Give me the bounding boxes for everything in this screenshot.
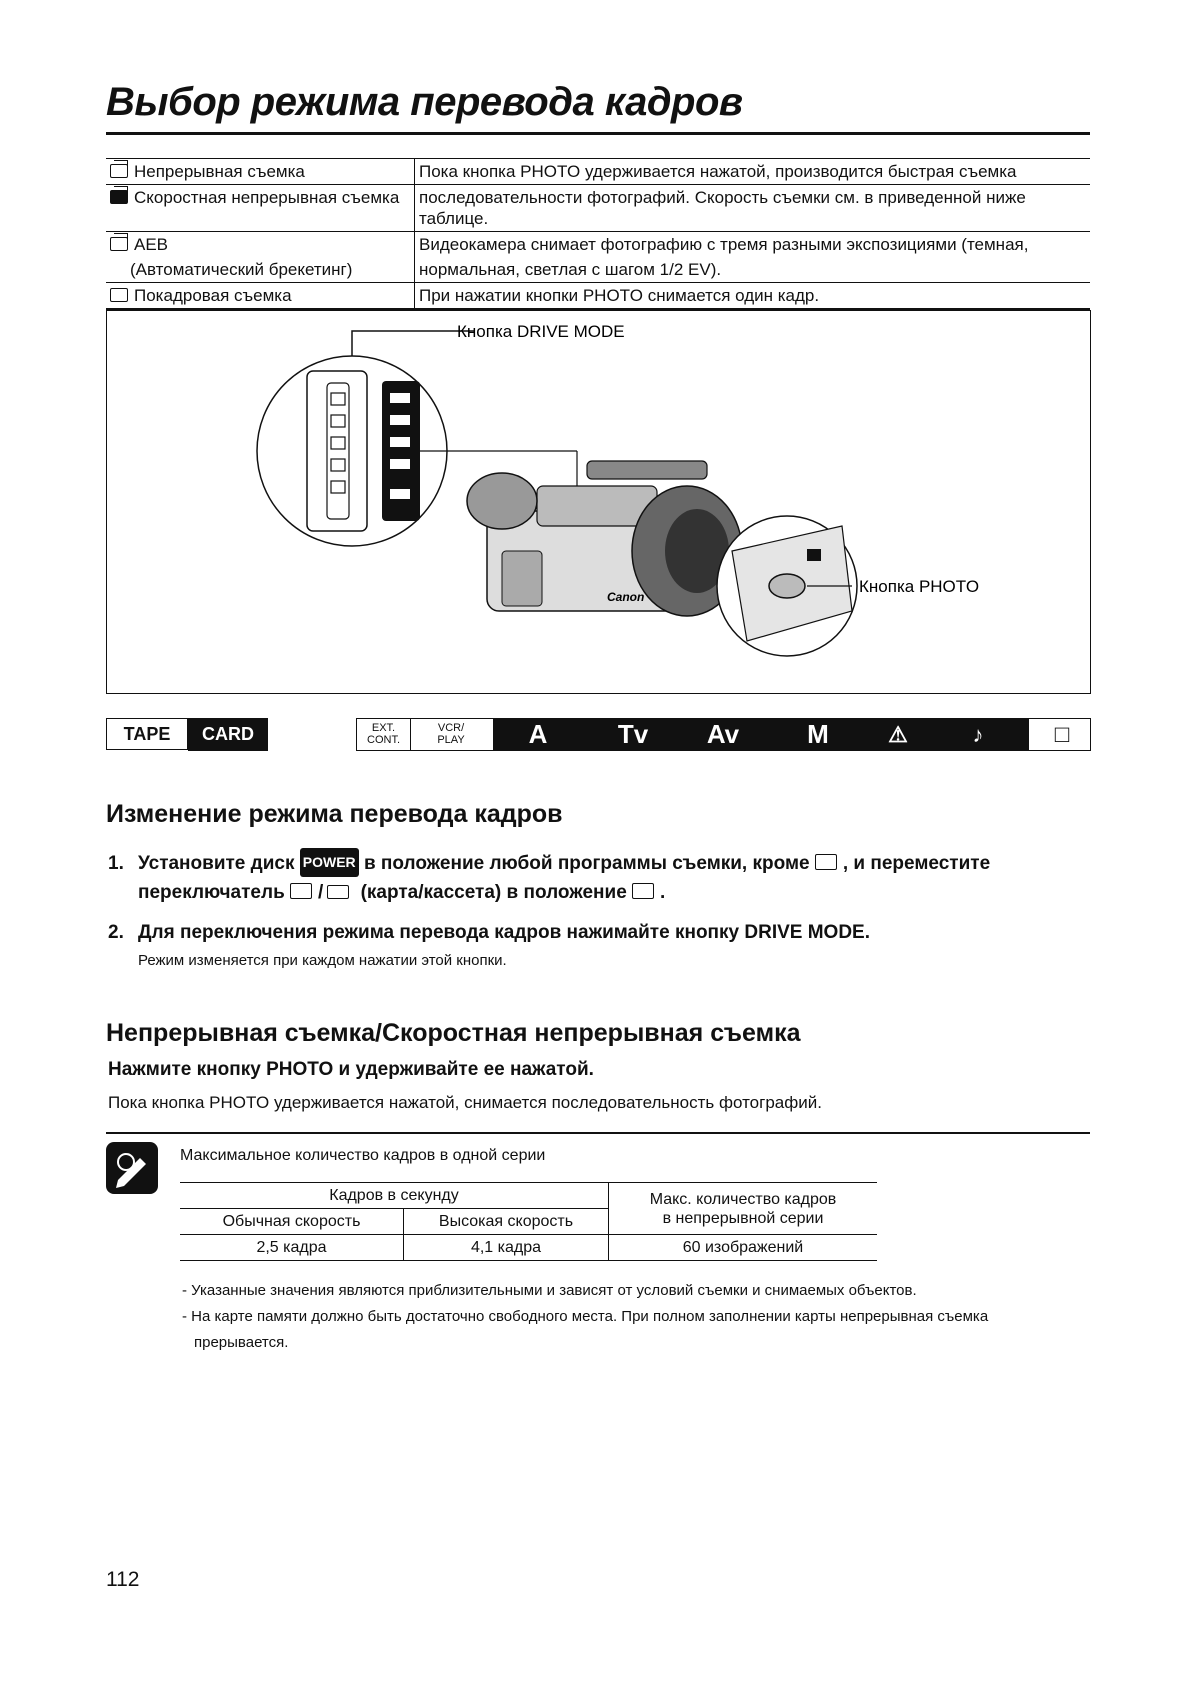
custom-mode-icon: □ (1054, 721, 1070, 748)
tv-mode-icon: Tv (617, 719, 649, 749)
max-frames-value: 60 изображений (609, 1235, 878, 1261)
mode-switch-bar (356, 718, 1091, 751)
mode-desc: Видеокамера снимает фотографию с тремя разными экспозициями (темная, (419, 235, 1029, 254)
burst-stats-table (180, 1182, 877, 1261)
table-row (106, 185, 1090, 232)
note-bullet-1: - Указанные значения являются приблизительными и зависят от условий съемки и снимаемых объектов. (182, 1282, 917, 1299)
section-heading-change-mode: Изменение режима перевода кадров (106, 800, 563, 828)
card-icon (290, 883, 312, 899)
cont-label: CONT. (367, 734, 400, 746)
card-icon (632, 883, 654, 899)
ext-label: EXT. (371, 722, 396, 734)
high-speed-value: 4,1 кадра (404, 1235, 609, 1261)
step1-text: в положение любой программы съемки, кроме (363, 853, 810, 874)
step1-text: (карта/кассета) в положение (360, 882, 627, 903)
camera-illustration (107, 311, 1090, 693)
table-row (106, 159, 1090, 185)
m-mode-icon: M (807, 719, 829, 749)
aeb-icon (110, 237, 128, 251)
mode-desc: нормальная, светлая с шагом 1/2 EV). (419, 260, 722, 279)
max-frames-header (609, 1183, 878, 1235)
callout-photo: Кнопка PHOTO (859, 577, 980, 596)
callout-drive-mode: Кнопка DRIVE MODE (457, 322, 625, 341)
scene-mode-icon: ♪ (972, 722, 984, 747)
step1-text: . (660, 882, 666, 903)
camera-figure (106, 310, 1091, 694)
note-title: Максимальное количество кадров в одной серии (180, 1147, 546, 1164)
instruction-subheading: Нажмите кнопку PHOTO и удерживайте ее нажатой. (108, 1059, 594, 1080)
normal-speed-header: Обычная скорость (180, 1209, 404, 1235)
normal-speed-value: 2,5 кадра (180, 1235, 404, 1261)
step-1: 1. Установите диск POWER в положение любой программы съемки, кроме , и переместите переключатель / (карта/кассета) в положение . (108, 848, 990, 907)
mode-label: AEB (134, 235, 169, 254)
mode-label: (Автоматический брекетинг) (130, 260, 353, 279)
power-dial-icon: POWER (300, 848, 359, 877)
page-number: 112 (106, 1568, 140, 1591)
high-speed-continuous-icon (110, 190, 128, 204)
mode-label: Непрерывная съемка (134, 162, 305, 181)
mode-desc: Пока кнопка PHOTO удерживается нажатой, производится быстрая съемка (419, 162, 1017, 181)
step1-text: переключатель (138, 882, 285, 903)
table-row (106, 257, 1090, 283)
mode-desc: При нажатии кнопки PHOTO снимается один кадр. (419, 286, 820, 305)
pencil-note-icon (106, 1142, 158, 1194)
single-frame-icon (815, 854, 837, 870)
av-mode-icon: Av (706, 719, 740, 749)
high-speed-header: Высокая скорость (404, 1209, 609, 1235)
step1-text: Установите диск (138, 853, 295, 874)
table-row (180, 1183, 877, 1209)
note-bullet-2-cont: прерывается. (194, 1334, 289, 1351)
note-rule (106, 1132, 1090, 1134)
program-modes-strip (493, 719, 1029, 750)
step1-text: , и переместите (842, 853, 991, 874)
tape-icon (327, 885, 349, 899)
brand-label: Canon (607, 590, 645, 604)
instruction-text: Пока кнопка PHOTO удерживается нажатой, снимается последовательность фотографий. (108, 1093, 822, 1112)
ext-cont-label (357, 719, 411, 750)
single-frame-icon (110, 288, 128, 302)
title-rule (106, 132, 1090, 135)
table-row (106, 283, 1090, 310)
card-label: CARD (188, 718, 268, 751)
vcr-label: VCR/ (437, 722, 465, 734)
note-bullet-2: - На карте памяти должно быть достаточно свободного места. При полном заполнении карты непрерывная съемка (182, 1308, 989, 1325)
section-heading-continuous: Непрерывная съемка/Скоростная непрерывная съемка (106, 1019, 801, 1047)
max-header-line2: в непрерывной серии (662, 1209, 824, 1227)
mode-label: Скоростная непрерывная съемка (134, 188, 400, 207)
tape-label: TAPE (106, 718, 188, 750)
table-row (180, 1235, 877, 1261)
drive-modes-table (106, 158, 1090, 310)
step2-text: Для переключения режима перевода кадров нажимайте кнопку DRIVE MODE. (138, 922, 871, 943)
vcr-play-label (412, 719, 490, 750)
group-header: Кадров в секунду (180, 1183, 609, 1209)
mode-label: Покадровая съемка (134, 286, 292, 305)
continuous-icon (110, 164, 128, 178)
mode-desc: последовательности фотографий. Скорость съемки см. в приведенной ниже таблице. (419, 188, 1026, 228)
easy-mode-icon: ⚠ (888, 722, 908, 747)
page-title: Выбор режима перевода кадров (106, 80, 743, 124)
max-header-line1: Макс. количество кадров (649, 1190, 837, 1208)
step-2: 2. Для переключения режима перевода кадров нажимайте кнопку DRIVE MODE. (108, 922, 871, 943)
step2-note: Режим изменяется при каждом нажатии этой кнопки. (138, 952, 507, 969)
auto-mode-icon: A (528, 719, 548, 749)
table-row (106, 232, 1090, 258)
play-label: PLAY (437, 734, 465, 746)
